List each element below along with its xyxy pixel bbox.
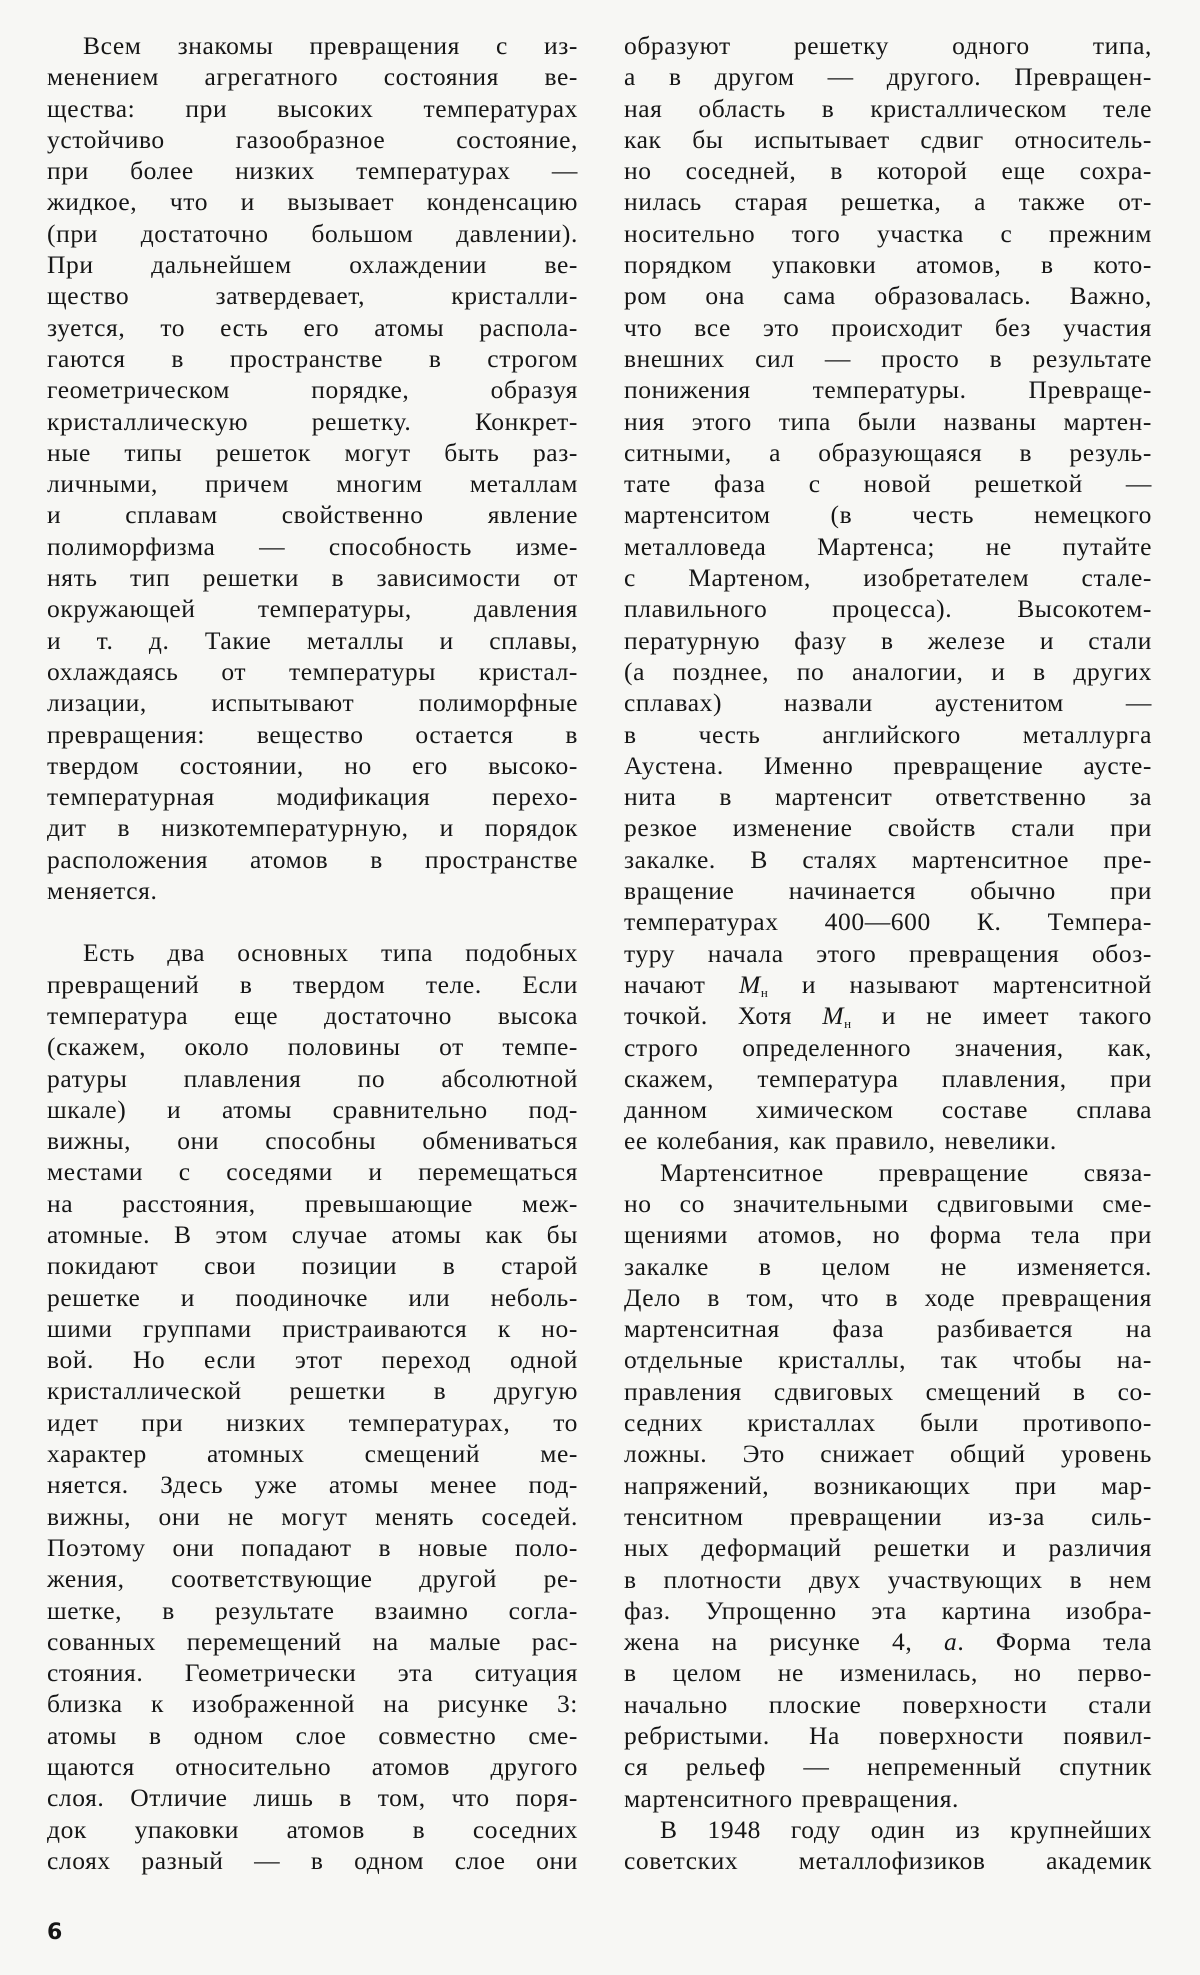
text-line: близка к изображенной на рисунке 3: — [47, 1689, 578, 1719]
text-line: При дальнейшем охлаждении ве- — [47, 250, 578, 280]
text-line: характер атомных смещений ме- — [47, 1439, 578, 1469]
text-line: нилась старая решетка, а также от- — [624, 187, 1152, 217]
text-line: ребристыми. На поверхности появил- — [624, 1721, 1152, 1751]
text-line: а в другом — другого. Превращен- — [624, 62, 1152, 92]
text-line: ром она сама образовалась. Важно, — [624, 281, 1152, 311]
text-line: менением агрегатного состояния ве- — [47, 62, 578, 92]
text-line: кристаллическую решетку. Конкрет- — [47, 406, 578, 436]
text-segment: и называют мартенситной — [768, 969, 1152, 999]
text-line: и т. д. Такие металлы и сплавы, — [47, 625, 578, 655]
text-line: порядком упаковки атомов, в кото- — [624, 250, 1152, 280]
text-line: няется. Здесь уже атомы менее под- — [47, 1470, 578, 1500]
text-line: местами с соседями и перемещаться — [47, 1157, 578, 1187]
text-line: в плотности двух участвующих в нем — [624, 1564, 1152, 1594]
text-line: геометрическом порядке, образуя — [47, 375, 578, 405]
text-line: седних кристаллах были противопо- — [624, 1408, 1152, 1438]
text-line: устойчиво газообразное состояние, — [47, 124, 578, 154]
paragraph — [47, 30, 578, 906]
text-line: при более низких температурах — — [47, 156, 578, 186]
text-line: внешних сил — просто в результате — [624, 343, 1152, 373]
text-line: слоях разный — в одном слое они — [47, 1845, 578, 1875]
text-line: строго определенного значения, как, — [624, 1032, 1152, 1062]
text-line: сованных перемещений на малые рас- — [47, 1626, 578, 1656]
text-line: шетке, в результате взаимно согла- — [47, 1595, 578, 1625]
text-line: температура еще достаточно высока — [47, 1000, 578, 1030]
italic-symbol: а — [943, 1627, 958, 1657]
text-line: резкое изменение свойств стали при — [624, 813, 1152, 843]
text-line: жения, соответствующие другой ре- — [47, 1564, 578, 1594]
text-line: ных деформаций решетки и различия — [624, 1533, 1152, 1563]
italic-symbol: М — [739, 969, 761, 999]
text-line: понижения температуры. Превраще- — [624, 375, 1152, 405]
text-line: атомы в одном слое совместно сме- — [47, 1720, 578, 1750]
text-line: личными, причем многим металлам — [47, 469, 578, 499]
text-line: щество затвердевает, кристалли- — [47, 281, 578, 311]
paragraph — [624, 1814, 1152, 1877]
text-line: щества: при высоких температурах — [47, 93, 578, 123]
text-line: мартенситная фаза разбивается на — [624, 1314, 1152, 1344]
page-number: 6 — [47, 1920, 63, 1945]
text-line: температурах 400—600 К. Темпера- — [624, 907, 1152, 937]
text-line: что все это происходит без участия — [624, 312, 1152, 342]
text-line: решетке и поодиночке или неболь- — [47, 1282, 578, 1312]
text-line: жидкое, что и вызывает конденсацию — [47, 187, 578, 217]
text-line — [624, 1000, 1152, 1031]
text-line: (а позднее, по аналогии, и в других — [624, 656, 1152, 686]
text-line: данном химическом составе сплава — [624, 1095, 1152, 1125]
text-line: вижны, они не могут менять соседей. — [47, 1501, 578, 1531]
text-line: ния этого типа были названы мартен- — [624, 406, 1152, 436]
text-line: начально плоские поверхности стали — [624, 1689, 1152, 1719]
text-line: ная область в кристаллическом теле — [624, 93, 1152, 123]
text-line: лизации, испытывают полиморфные — [47, 688, 578, 718]
text-line: напряжений, возникающих при мар- — [624, 1470, 1152, 1500]
text-line: кристаллической решетки в другую — [47, 1376, 578, 1406]
text-line: сплавах) назвали аустенитом — — [624, 688, 1152, 718]
text-segment: и не имеет такого — [851, 1001, 1152, 1031]
text-line: пературную фазу в железе и стали — [624, 625, 1152, 655]
text-line: в целом не изменилась, но перво- — [624, 1658, 1152, 1688]
text-segment: жена на рисунке 4, — [624, 1627, 944, 1657]
text-line: щениями атомов, но форма тела при — [624, 1220, 1152, 1250]
text-segment: . Форма тела — [957, 1627, 1153, 1657]
text-line: док упаковки атомов в соседних — [47, 1814, 578, 1844]
text-line: вижны, они способны обмениваться — [47, 1126, 578, 1156]
text-line: ратуры плавления по абсолютной — [47, 1063, 578, 1093]
text-line: но соседней, в которой еще сохра- — [624, 156, 1152, 186]
text-line: правления сдвиговых смещений в со- — [624, 1376, 1152, 1406]
text-line: гаются в пространстве в строгом — [47, 343, 578, 373]
text-line: ситными, а образующаяся в резуль- — [624, 437, 1152, 467]
text-column-left — [47, 30, 578, 1876]
text-line: зуется, то есть его атомы распола- — [47, 312, 578, 342]
text-line: закалке. В сталях мартенситное пре- — [624, 844, 1152, 874]
text-line: отдельные кристаллы, так чтобы на- — [624, 1345, 1152, 1375]
text-line: металловеда Мартенса; не путайте — [624, 531, 1152, 561]
text-line: Есть два основных типа подобных — [83, 938, 578, 968]
text-line: нять тип решетки в зависимости от — [47, 563, 578, 593]
text-line: нита в мартенсит ответственно за — [624, 782, 1152, 812]
text-line: превращения: вещество остается в — [47, 719, 578, 749]
text-line: расположения атомов в пространстве — [47, 844, 578, 874]
text-line: ные типы решеток могут быть раз- — [47, 437, 578, 467]
subscript: н — [760, 984, 769, 1000]
text-line: шкале) и атомы сравнительно под- — [47, 1094, 578, 1124]
paragraph — [624, 1157, 1152, 1814]
text-line: ся рельеф — непременный спутник — [624, 1752, 1152, 1782]
text-line: но со значительными сдвиговыми сме- — [624, 1188, 1152, 1218]
italic-symbol: М — [822, 1001, 845, 1031]
text-line: мартенситного превращения. — [624, 1783, 960, 1813]
text-line: носительно того участка с прежним — [624, 218, 1152, 248]
text-line: ее колебания, как правило, невелики. — [624, 1126, 1057, 1156]
paragraph — [624, 30, 1152, 1157]
subscript: н — [844, 1016, 852, 1032]
text-line: Дело в том, что в ходе превращения — [624, 1282, 1152, 1312]
text-line: Мартенситное превращение связа- — [660, 1157, 1152, 1187]
text-line: (скажем, около половины от темпе- — [47, 1032, 578, 1062]
text-line: превращений в твердом теле. Если — [47, 969, 578, 999]
text-line: фаз. Упрощенно эта картина изобра- — [624, 1595, 1152, 1625]
text-line: плавильного процесса). Высокотем- — [624, 594, 1152, 624]
text-line: в честь английского металлурга — [624, 719, 1152, 749]
text-column-right — [624, 30, 1152, 1877]
text-line: полиморфизма — способность изме- — [47, 531, 578, 561]
text-line: (при достаточно большом давлении). — [47, 218, 578, 248]
text-line: твердом состоянии, но его высоко- — [47, 750, 578, 780]
text-line: мартенситом (в честь немецкого — [624, 500, 1152, 530]
text-line: образуют решетку одного типа, — [624, 31, 1152, 60]
text-segment: точкой. Хотя — [624, 1001, 823, 1031]
text-line: тате фаза с новой решеткой — — [624, 469, 1152, 499]
text-line: вой. Но если этот переход одной — [47, 1345, 578, 1375]
text-line: дит в низкотемпературную, и порядок — [47, 813, 578, 843]
text-line: Поэтому они попадают в новые поло- — [47, 1532, 578, 1562]
text-line: окружающей температуры, давления — [47, 594, 578, 624]
text-line: туру начала этого превращения обоз- — [624, 938, 1152, 968]
text-line: с Мартеном, изобретателем стале- — [624, 563, 1152, 593]
text-line: Всем знакомы превращения с из- — [83, 31, 578, 60]
text-line: закалке в целом не изменяется. — [624, 1251, 1152, 1281]
text-line: тенситном превращении из-за силь- — [624, 1501, 1152, 1531]
text-line: на расстояния, превышающие меж- — [47, 1188, 578, 1218]
text-line: скажем, температура плавления, при — [624, 1063, 1152, 1093]
text-line: щаются относительно атомов другого — [47, 1752, 578, 1782]
text-segment: начают — [624, 969, 739, 999]
text-line: атомные. В этом случае атомы как бы — [47, 1219, 578, 1249]
text-line: вращение начинается обычно при — [624, 876, 1152, 906]
text-line: шими группами пристраиваются к но- — [47, 1313, 578, 1343]
text-line: и сплавам свойственно явление — [47, 500, 578, 530]
text-line: идет при низких температурах, то — [47, 1407, 578, 1437]
text-line: ложны. Это снижает общий уровень — [624, 1439, 1152, 1469]
text-line: температурная модификация перехо- — [47, 782, 578, 812]
text-line: покидают свои позиции в старой — [47, 1251, 578, 1281]
text-line — [624, 1626, 1152, 1657]
text-line: охлаждаясь от температуры кристал- — [47, 656, 578, 686]
text-line: стояния. Геометрически эта ситуация — [47, 1658, 578, 1688]
text-line: как бы испытывает сдвиг относитель- — [624, 124, 1152, 154]
text-line: В 1948 году один из крупнейших — [660, 1814, 1152, 1844]
text-line — [624, 969, 1152, 1000]
text-line: слоя. Отличие лишь в том, что поря- — [47, 1783, 578, 1813]
text-line: советских металлофизиков академик — [624, 1846, 1152, 1876]
text-line: Аустена. Именно превращение аусте- — [624, 750, 1152, 780]
paragraph — [47, 937, 578, 1876]
text-line: меняется. — [47, 876, 158, 906]
